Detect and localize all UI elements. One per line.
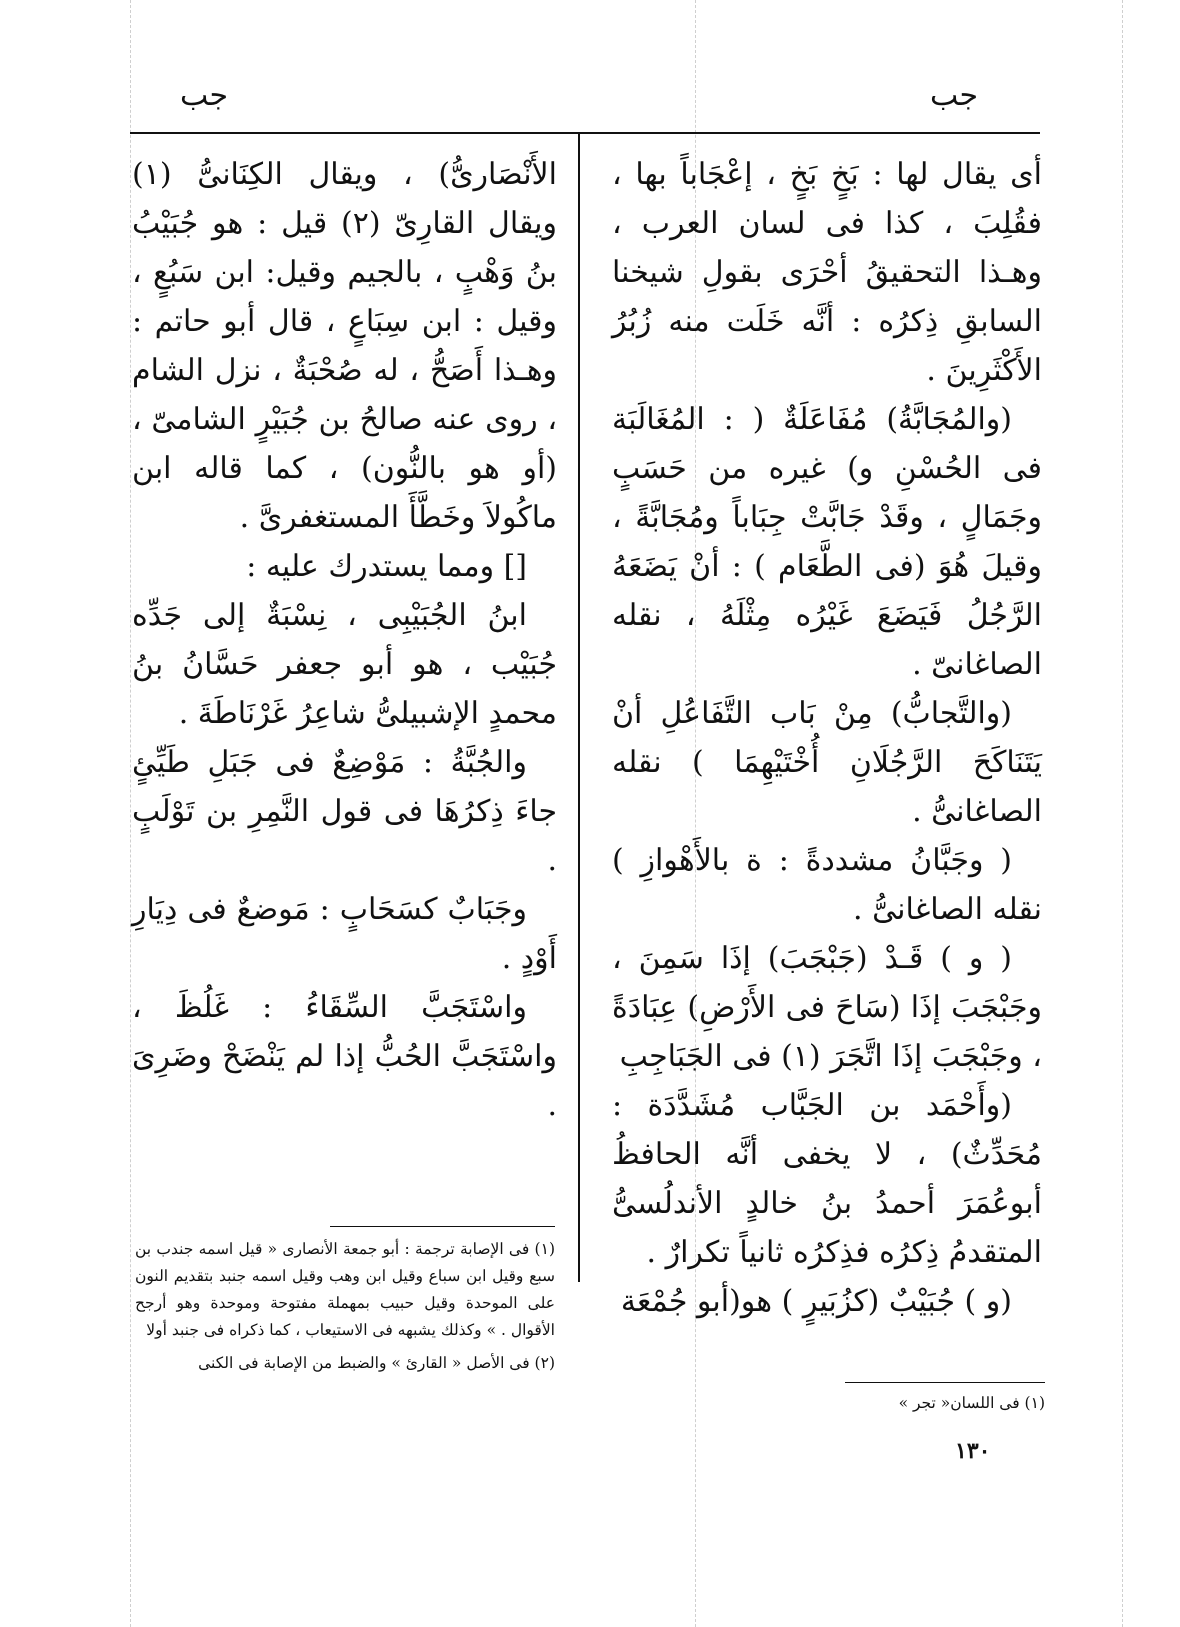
right-running-header: جب (930, 78, 979, 113)
entry-paragraph: (و ) جُبَيْبٌ (كزُبَيرٍ ) هو(أبو جُمْعَة (620, 1284, 1012, 1319)
entry-paragraph: وجَبَابٌ كسَحَابٍ : مَوضعٌ فى دِيَارِ أَوْدٍ . (132, 892, 557, 976)
entry-paragraph: ( وجَبَّانُ مشددةً : ة بالأَهْوازِ ) نقله الصاغانىُّ . (612, 843, 1042, 927)
entry-paragraph: (والمُجَابَّةُ) مُفَاعَلَةٌ ( : المُغَالَبَة فى الحُسْنِ و) غيره من حَسَبٍ وجَمَالٍ ، وقَدْ جَابَّتْ جِبَاباً ومُجَابَّةً ، وقيلَ هُوَ (فى الطَّعَام ) : أنْ يَضَعَهُ الرَّجُلُ فَيَضَعَ غَيْرُه مِثْلَهُ ، نقله الصاغانىّ . (612, 402, 1042, 682)
scan-guide (130, 0, 131, 1627)
entry-paragraph: الأَنْصَارىُّ) ، ويقال الكِنَانىُّ (١) ويقال القارِىّ (٢) قيل : هو جُبَيْبُ بنُ وَهْبٍ ، بالجيم وقيل: ابن سَبُعٍ ، وقيل : ابن سِبَاعٍ ، قال أبو حاتم : وهـذا أَصَحُّ ، له صُحْبَةٌ ، نزل الشام ، روى عنه صالحُ بن جُبَيْرٍ الشامىّ ، (أو هو بالنُّون) ، كما قاله ابن ماكُولاَ وخَطَّأَ المستغفرىَّ . (132, 157, 557, 535)
footnote-rule-left (330, 1226, 555, 1227)
footnote: (٢) فى الأصل « القارئ » والضبط من الإصابة فى الكنى (198, 1354, 555, 1372)
footnote-rule-right (845, 1382, 1045, 1383)
section-heading: [] ومما يستدرك عليه : (246, 549, 527, 584)
right-column (612, 150, 1042, 1326)
entry-paragraph: (وأَحْمَد بن الجَبَّاب مُشَدَّدَة : مُحَدِّثٌ) ، لا يخفى أنَّه الحافظُ أبوعُمَرَ أحمدُ بنُ خالدٍ الأندلُسىُّ المتقدمُ ذِكرُه فذِكرُه ثانياً تكرارٌ . (612, 1088, 1042, 1270)
footnote: (١) فى الإصابة ترجمة : أبو جمعة الأنصارى « قيل اسمه جندب بن سبع وقيل ابن سباع وقيل ابن وهب وقيل اسمه جنبد بتقديم النون على الموحدة وقيل حبيب بمهملة مفتوحة وموحدة وهو أرجح الأقوال . » وكذلك يشبهه فى الاستيعاب ، كما ذكراه فى جنبد أولا (135, 1240, 555, 1339)
entry-paragraph: واسْتَجَبَّ السِّقَاءُ : غَلُظَ ، واسْتَجَبَّ الحُبُّ إذا لم يَنْضَحْ وضَرِىَ . (132, 990, 557, 1123)
entry-paragraph: (والتَّجابُّ) مِنْ بَاب التَّفَاعُلِ أنْ يَتَنَاكَحَ الرَّجُلَانِ أُخْتَيْهِمَا ) نقله الصاغانىُّ . (612, 696, 1042, 829)
column-divider (578, 132, 580, 1282)
left-running-header: جب (180, 78, 229, 113)
footnote: (١) فى اللسان« تجر » (898, 1394, 1045, 1412)
page-number: ١٣٠ (955, 1438, 991, 1464)
scan-guide (1122, 0, 1123, 1627)
header-rule (130, 132, 1040, 134)
footnotes-right (760, 1390, 1045, 1417)
footnotes-left (135, 1236, 555, 1377)
entry-paragraph: ابنُ الجُبَيْبِى ، نِسْبَةٌ إلى جَدِّه جُبَيْب ، هو أبو جعفر حَسَّانُ بنُ محمدٍ الإشبيلىُّ شاعِرُ غَرْنَاطَةَ . (132, 598, 557, 731)
entry-paragraph: ( و ) قَـدْ (جَبْجَبَ) إذَا سَمِنَ ، وجَبْجَبَ إذَا (سَاحَ فى الأَرْضِ) عِبَادَةً ، وجَبْجَبَ إذَا اتَّجَرَ (١) فى الجَبَاجِبِ (612, 941, 1042, 1074)
entry-paragraph: أى يقال لها : بَخٍ بَخٍ ، إعْجَاباً بها ، فقُلِبَ ، كذا فى لسان العرب ، وهـذا التحقيقُ أحْرَى بقولِ شيخنا السابقِ ذِكرُه : أنَّه خَلَت منه زُبُرُ الأَكْثَرِينَ . (612, 157, 1042, 388)
entry-paragraph: والجُبَّةُ : مَوْضِعٌ فى جَبَلِ طَيِّئٍ جاءَ ذِكرُهَا فى قول النَّمِرِ بن تَوْلَبٍ . (132, 745, 557, 878)
left-column (132, 150, 557, 1130)
